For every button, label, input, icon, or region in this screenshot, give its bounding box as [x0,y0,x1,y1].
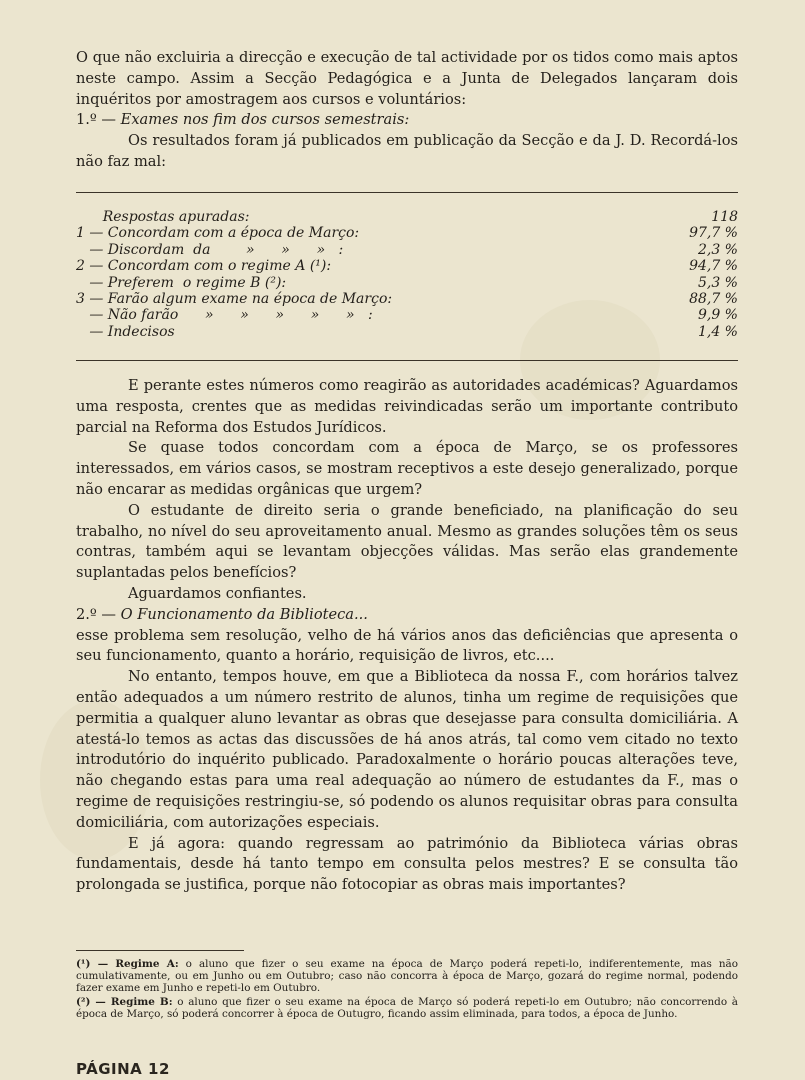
paragraph: Aguardamos confiantes. [128,584,307,602]
row-label: 3 — Farão algum exame na época de Março: [76,291,393,308]
row-label: — Discordam da » » » : [76,241,344,258]
row-value: 2,3 % [697,241,738,258]
heading-1-title: Exames nos fim dos cursos semestrais: [120,111,410,129]
section-heading-1 [76,110,738,131]
heading-2-title: O Funcionamento da Biblioteca... [120,605,368,623]
paragraph: Se quase todos concordam com a época de Março, se os professores interessados, em vários casos, se mostram receptivos a este desejo generalizado, porque não encarar as medidas orgânicas que urgem? [76,439,738,498]
top-divider [76,192,738,193]
table-row [76,324,738,340]
table-row [76,209,738,225]
table-row [76,258,738,274]
heading-2-number: 2.º — [76,605,121,623]
paragraph: E perante estes números como reagirão as autoridades académicas? Aguardamos uma resposta, crentes que as medidas reivindicadas serão um importante contributo parcial na Reforma dos Estudos Jurídicos. [76,377,738,436]
row-label: — Não farão » » » » » : [76,307,373,324]
bottom-divider [76,360,738,361]
survey-results-table [76,209,738,340]
footnote-2-text: o aluno que fizer o seu exame na época de Março só poderá repeti-lo em Outubro; não concorrendo à época de Março, só poderá concorrer à época de Outugro, ficando assim eliminada, para todos, a época de Junho. [76,996,738,1020]
footnote-1-mark: (¹) — Regime A: [76,958,179,970]
table-row [76,307,738,323]
paragraph: esse problema sem resolução, velho de há vários anos das deficiências que apresenta o seu funcionamento, quanto a horário, requisição de livros, etc.... [76,626,738,665]
row-label: — Preferem o regime B (²): [76,274,287,291]
row-value: 88,7 % [689,291,738,308]
footnote-1 [76,958,738,994]
footnote-2 [76,996,738,1020]
footnote-divider [76,950,244,951]
row-value: 94,7 % [689,258,738,275]
heading-1-number: 1.º — [76,111,121,129]
row-value: 118 [711,209,738,225]
main-body [76,376,738,896]
row-value: 1,4 % [697,323,738,340]
footnote-1-text: o aluno que fizer o seu exame na época de Março poderá repeti-lo, indiferentemente, mas não cumulativamente, ou em Junho ou em Outubro; caso não concorra à época de Março, gozará do regime normal, podendo fazer exame em Junho e repeti-lo em Outubro. [76,958,739,994]
table-row [76,242,738,258]
results-paragraph: Os resultados foram já publicados em publicação da Secção e da J. D. Recordá-los não faz mal: [76,132,738,170]
row-label: 2 — Concordam com o regime A (¹): [76,258,332,275]
intro-paragraph: O que não excluiria a direcção e execução de tal actividade por os tidos como mais aptos neste campo. Assim a Secção Pedagógica e a Junta de Delegados lançaram dois inquéritos por amostragem aos cursos e voluntários: [76,49,738,108]
footnote-2-mark: (²) — Regime B: [76,996,173,1008]
intro-block [76,48,738,173]
paragraph: E já agora: quando regressam ao património da Biblioteca várias obras fundamentais, desde há tanto tempo em consulta pelos mestres? E se consulta tão prolongada se justifica, porque não fotocopiar as obras mais importantes? [76,834,738,894]
row-label: 1 — Concordam com a época de Março: [76,225,360,242]
table-row [76,275,738,291]
table-row [76,291,738,307]
row-label: Respostas apuradas: [76,209,250,225]
row-value: 5,3 % [697,274,738,291]
row-label: — Indecisos [76,323,175,340]
row-value: 9,9 % [697,307,738,324]
table-row [76,225,738,241]
page-number: PÁGINA 12 [76,1060,170,1078]
section-heading-2 [76,605,738,626]
paragraph: O estudante de direito seria o grande beneficiado, na planificação do seu trabalho, no nível do seu aproveitamento anual. Mesmo as grandes soluções têm os seus contras, também aqui se levantam objecções válidas. Mas serão elas grandemente suplantadas pelos benefícios? [76,501,738,582]
row-value: 97,7 % [689,225,738,242]
paragraph: No entanto, tempos houve, em que a Biblioteca da nossa F., com horários talvez então adequados a um número restrito de alunos, tinha um regime de requisições que permitia a qualquer aluno levantar as obras que desejasse para consulta domiciliária. A atestá-lo temos as actas das discussões de há anos atrás, tal como vem citado no texto introdutório do inquérito publicado. Paradoxalmente o horário poucas alterações teve, não chegando estas para uma real adequação ao número de estudantes da F., mas o regime de requisições restringiu-se, só podendo os alunos requisitar obras para consulta domiciliária, com autorizações especiais. [76,668,738,831]
